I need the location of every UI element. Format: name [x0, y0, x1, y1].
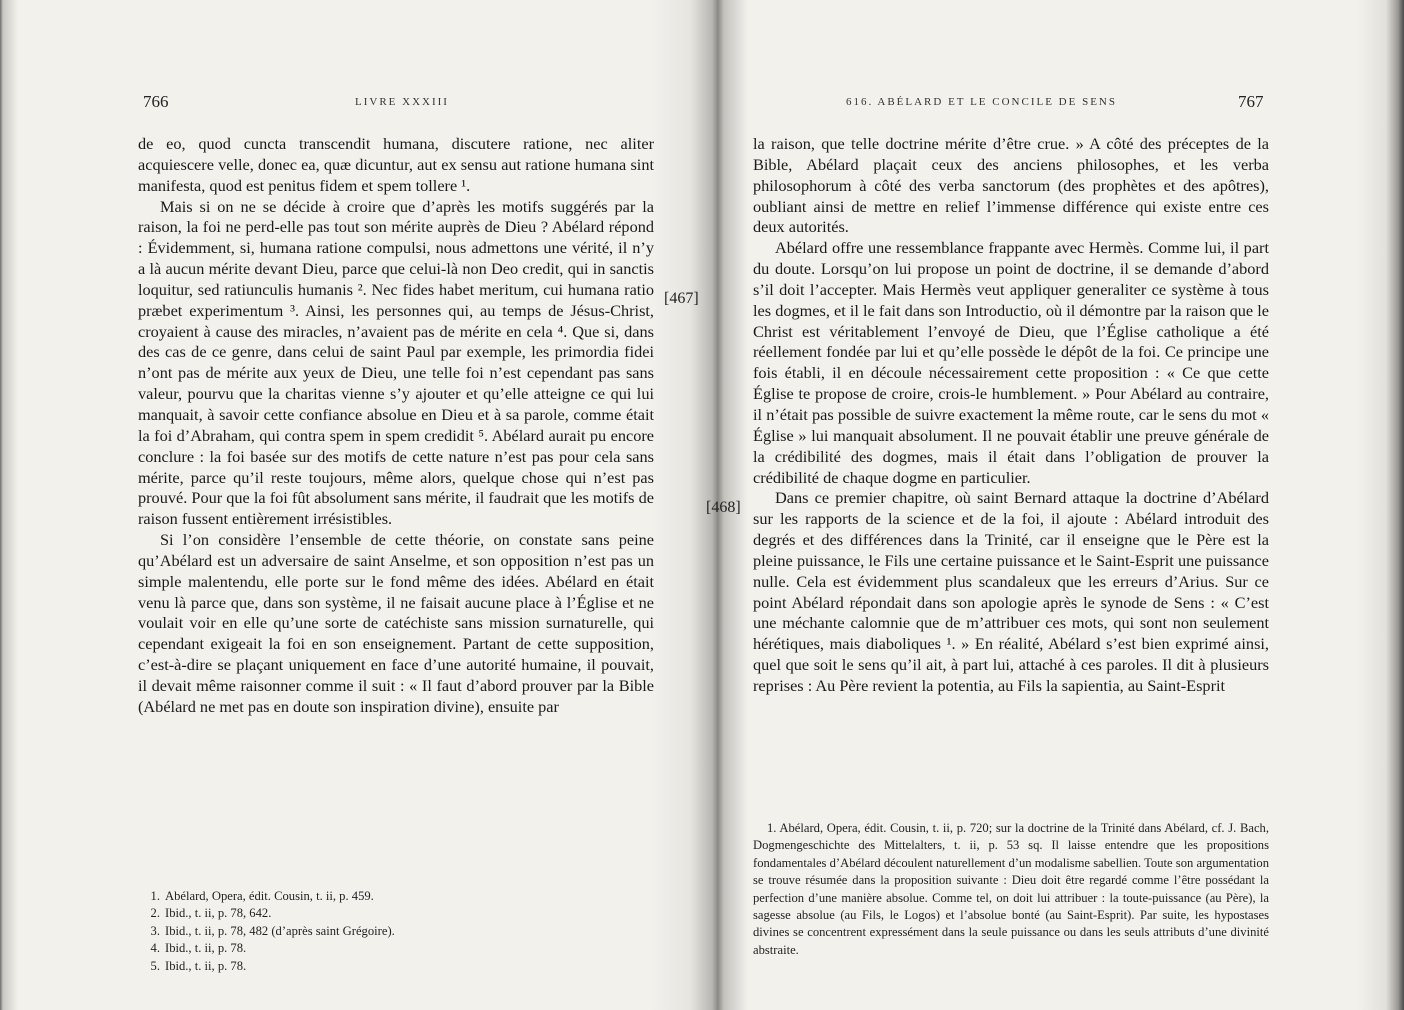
left-footnote-4: 4. Ibid., t. ii, p. 78. [150, 941, 247, 956]
right-footnote-1: 1. Abélard, Opera, édit. Cousin, t. ii, p. 720; sur la doctrine de la Trinité dans Abélard, cf. J. Bach, Dogmengeschichte des Mittelalters, t. ii, p. 53 sq. Il laisse entendre que les propositions fondamentales d’Abélard découlent naturellement d’un modalisme sabellien. Toute son argumentation se trouve résumée dans la proposition suivante : Dieu doit être regardé comme l’être possédant la perfection d’une manière absolue. Comme tel, on doit lui attribuer : la toute-puissance (au Père), la sagesse absolue (au Fils, le Logos) et l’absolue bonté (au Saint-Esprit). Par suite, les hypostases divines se concentrent expressément dans la seule puissance ou dans les seuls attributs d’une divinité abstraite. [753, 821, 1269, 957]
right-text-column [753, 134, 1269, 697]
right-running-head: 616. ABÉLARD ET LE CONCILE DE SENS [846, 96, 1117, 108]
left-paragraph-2: Mais si on ne se décide à croire que d’après les motifs suggérés par la raison, la foi ne perd-elle pas tout son mérite auprès de Dieu ? Abélard répond : Évidemment, si, humana ratione compulsi, nous admettons une vérité, il n’y a là aucun mérite devant Dieu, parce que celui-là non Deo credit, qui in sanctis loquitur, sed ratiunculis humanis ². Nec fides habet meritum, cui humana ratio præbet experimentum ³. Ainsi, les personnes qui, au temps de Jésus-Christ, croyaient à cause des miracles, n’avaient pas de mérite en cela ⁴. Que si, dans des cas de ce genre, dans celui de saint Paul par exemple, les primordia fidei n’ont pas de mérite aux yeux de Dieu, une telle foi n’est cependant pas sans valeur, pourvu que la charitas vienne s’y ajouter et qu’elle atteigne ce qui lui manquait, à savoir cette confiance absolue en Dieu et à sa parole, comme était la foi d’Abraham, qui contra spem in spem credidit ⁵. Abélard aurait pu encore conclure : la foi basée sur des motifs de cette nature n’est pas pour cela sans mérite, parce qu’il reste toujours, même alors, quelque chose qui n’est pas prouvé. Pour que la foi fût absolument sans mérite, il faudrait que les motifs de raison fussent entièrement irrésistibles. [138, 196, 654, 529]
right-paragraph-3: Dans ce premier chapitre, où saint Bernard attaque la doctrine d’Abélard sur les rapports de la science et de la foi, il ajoute : Abélard introduit des degrés et des différences dans la Trinité, car il enseigne que le Père est la pleine puissance, le Fils une certaine puissance et le Saint-Esprit une puissance nulle. Cela est évidemment plus scandaleux que les erreurs d’Arius. Sur ce point Abélard répondait dans son apologie après le synode de Sens : « C’est une méchante calomnie que de m’attribuer ces mots, qui sont non seulement hérétiques, mais diaboliques ¹. » En réalité, Abélard s’est bien exprimé ainsi, quel que soit le sens qu’il ait, à part lui, attaché à ces paroles. Il dit à plusieurs reprises : Au Père revient la potentia, au Fils la sapientia, au Saint-Esprit [753, 488, 1269, 695]
right-footnotes [753, 820, 1269, 959]
left-text-column [138, 134, 654, 718]
right-page [706, 0, 1404, 1010]
left-running-head: LIVRE XXXIII [355, 96, 449, 108]
left-folio: 766 [143, 92, 169, 111]
left-footnotes [138, 888, 638, 975]
left-footnote-2: 2. Ibid., t. ii, p. 78, 642. [150, 906, 272, 921]
left-footnote-5: 5. Ibid., t. ii, p. 78. [150, 958, 247, 973]
left-footnote-3: 3. Ibid., t. ii, p. 78, 482 (d’après saint Grégoire). [150, 923, 395, 938]
right-paragraph-1: la raison, que telle doctrine mérite d’être crue. » A côté des préceptes de la Bible, Abélard plaçait ceux des anciens philosophes, et les verba philosophorum à côté des verba sanctorum (des prophètes et des apôtres), oubliant ainsi de mettre en relief l’immense différence qui existe entre ces deux autorités. [753, 134, 1269, 237]
margin-note-468: [468] [706, 499, 741, 516]
left-paragraph-3: Si l’on considère l’ensemble de cette théorie, on constate sans peine qu’Abélard est un adversaire de saint Anselme, et son opposition n’est pas un simple malentendu, elle porte sur le fond même des idées. Abélard en était venu là parce que, dans son système, il ne faisait aucune place à l’Église et ne voulait voir en elle qu’une sorte de catéchiste sans mission surnaturelle, qui cependant exigeait la foi en son enseignement. Partant de cette supposition, c’est-à-dire se plaçant uniquement en face d’une autorité humaine, il pouvait, il devait même raisonner comme il suit : « Il faut d’abord prouver par la Bible (Abélard ne met pas en doute son inspiration divine), ensuite par [138, 530, 654, 716]
right-folio: 767 [1238, 92, 1264, 111]
margin-note-467: [467] [664, 290, 699, 307]
right-paragraph-2: Abélard offre une ressemblance frappante avec Hermès. Comme lui, il part du doute. Lorsqu’on lui propose un point de doctrine, il se demande d’abord s’il doit l’accepter. Mais Hermès veut appliquer generaliter ce système à tous les dogmes, et il le fait dans son Introductio, où il démontre par la raison que le Christ est véritablement l’envoyé de Dieu, que l’Église catholique a été réellement fondée par lui et qu’elle possède le dépôt de la foi. Ce principe une fois établi, il en découle nécessairement cette proposition : « Ce que cette Église te propose de croire, crois-le humblement. » Pour Abélard au contraire, il n’était pas possible de suivre exactement la même route, car le sens du mot « Église » lui manquait absolument. Il ne pouvait établir une preuve générale de la crédibilité des dogmes, mais il était dans l’obligation de prouver la crédibilité de chaque dogme en particulier. [753, 238, 1269, 487]
left-paragraph-1: de eo, quod cuncta transcendit humana, discutere ratione, nec aliter acquiescere velle, donec ea, quæ dicuntur, aut ex sensu aut ratione humana sint manifesta, quod est penitus fidem et spem tollere ¹. [138, 134, 654, 195]
left-footnote-1: 1. Abélard, Opera, édit. Cousin, t. ii, p. 459. [150, 889, 374, 903]
